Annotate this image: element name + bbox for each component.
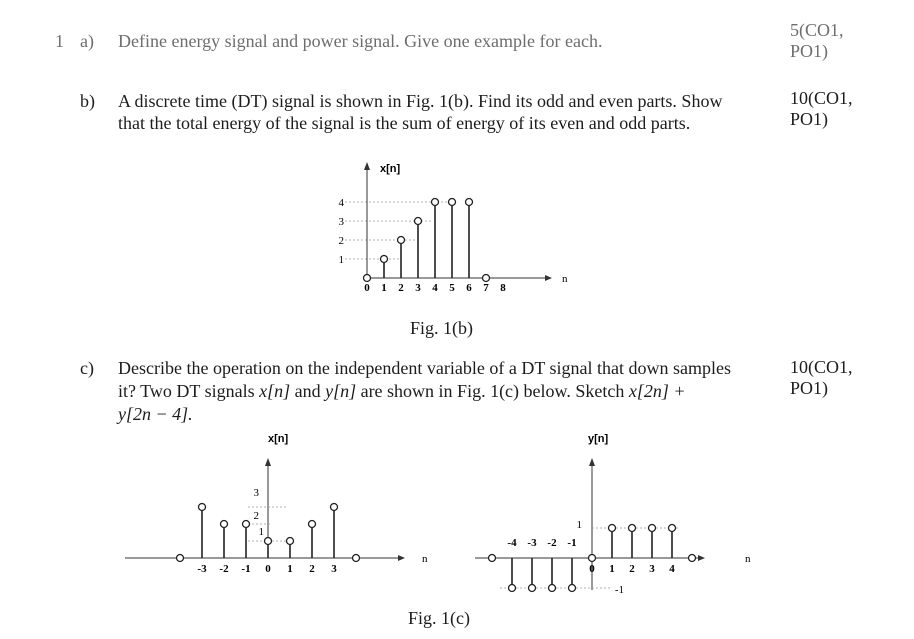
fig1c-x-stem-marker	[221, 521, 228, 528]
fig1c-x-stem-marker	[243, 521, 250, 528]
fig1c-x-x-arrow	[398, 555, 405, 561]
fig1c-caption: Fig. 1(c)	[408, 608, 470, 628]
fig1c-y-stem-marker	[629, 525, 636, 532]
fig1b-stem-marker	[449, 199, 456, 206]
fig1c-y-x-tick-label: -3	[527, 537, 537, 549]
part-c-marks-line2: PO1)	[790, 378, 829, 398]
fig1c-y-x-tick-label: -2	[547, 537, 557, 549]
part-c-yn: y[n]	[325, 381, 357, 401]
fig1c-y-y-tick-label: 1	[576, 519, 582, 531]
fig1c-y-y-tick-label: -1	[614, 584, 624, 596]
fig1c-x-x-tick-label: -3	[197, 563, 207, 575]
part-c-line2	[118, 380, 686, 402]
fig1b-y-tick-label: 3	[338, 216, 344, 228]
fig1c-y-x-tick-label: 2	[629, 563, 635, 575]
fig1c-y-stem-marker	[489, 555, 496, 562]
fig1b-x-tick-label: 5	[449, 282, 455, 294]
part-c-expr1: x[2n] +	[628, 381, 686, 401]
fig1b-xlabel: n	[562, 273, 568, 285]
fig1c-x-stem-marker	[265, 538, 272, 545]
fig1c-x-x-tick-label: 3	[331, 563, 337, 575]
fig1c-x-stem-marker	[177, 555, 184, 562]
fig1c-y-plot	[470, 430, 770, 600]
part-b-line2: that the total energy of the signal is the sum of energy of its even and odd parts.	[118, 113, 691, 133]
fig1c-y-stem-marker	[549, 585, 556, 592]
fig1b-x-tick-label: 0	[364, 282, 370, 294]
part-b-marks	[790, 88, 853, 130]
fig1b-x-tick-label: 2	[398, 282, 404, 294]
part-c-line1: Describe the operation on the independent variable of a DT signal that down samples	[118, 358, 731, 378]
part-c-line2-mid: are shown in Fig. 1(c) below. Sketch	[356, 381, 629, 401]
part-b-marks-line2: PO1)	[790, 109, 829, 129]
fig1c-y-title: y[n]	[588, 433, 609, 445]
fig1c-x-x-tick-label: -1	[241, 563, 251, 575]
fig1c-x-x-tick-label: -2	[219, 563, 229, 575]
fig1c-x-x-tick-label: 0	[265, 563, 271, 575]
part-b-marks-line1: 10(CO1,	[790, 88, 853, 108]
fig1c-y-y-arrow	[589, 458, 595, 466]
fig1c-x-y-tick-label: 2	[253, 510, 259, 522]
fig1c-x-title: x[n]	[268, 433, 289, 445]
fig1b-x-tick-label: 8	[500, 282, 506, 294]
fig1c-x-stem-marker	[199, 504, 206, 511]
fig1c-y-stem-marker	[509, 585, 516, 592]
fig1b-stem-marker	[415, 218, 422, 225]
part-c-line2-pre: it? Two DT signals	[118, 381, 260, 401]
fig1b-stem-marker	[466, 199, 473, 206]
fig1b-x-tick-label: 7	[483, 282, 489, 294]
fig1c-y-x-tick-label: -1	[567, 537, 577, 549]
fig1b-y-arrow	[364, 162, 370, 170]
part-c-and: and	[290, 381, 326, 401]
fig1c-x-y-tick-label: 3	[253, 487, 259, 499]
fig1c-y-stem-marker	[569, 585, 576, 592]
fig1c-x-stem-marker	[353, 555, 360, 562]
fig1c-y-stem-marker	[669, 525, 676, 532]
part-b-line1: A discrete time (DT) signal is shown in Fig. 1(b). Find its odd and even parts. Show	[118, 91, 723, 111]
fig1c-x-plot	[120, 430, 450, 590]
fig1c-y-stem-marker	[529, 585, 536, 592]
fig1c-y-x-tick-label: 1	[609, 563, 615, 575]
part-a-label: a)	[80, 31, 94, 51]
question-number: 1	[55, 31, 64, 51]
fig1b-stem-marker	[381, 256, 388, 263]
fig1b-caption: Fig. 1(b)	[410, 318, 473, 338]
fig1b-y-tick-label: 1	[338, 254, 344, 266]
fig1b-x-tick-label: 1	[381, 282, 387, 294]
fig1b-stem-marker	[483, 275, 490, 282]
part-c-line3: y[2n − 4].	[118, 404, 193, 424]
fig1c-y-stem-marker	[649, 525, 656, 532]
part-b-label: b)	[80, 91, 95, 111]
part-a-marks-line2: PO1)	[790, 41, 829, 61]
fig1c-y-x-tick-label: 3	[649, 563, 655, 575]
fig1c-y-stem-marker	[689, 555, 696, 562]
part-c-label: c)	[80, 358, 94, 378]
fig1c-x-stem-marker	[309, 521, 316, 528]
part-a-marks-line1: 5(CO1,	[790, 20, 844, 40]
fig1c-x-x-tick-label: 1	[287, 563, 293, 575]
fig1c-x-stem-marker	[287, 538, 294, 545]
fig1b-stem-marker	[398, 237, 405, 244]
fig1b-x-tick-label: 6	[466, 282, 472, 294]
fig1b-y-tick-label: 2	[338, 235, 344, 247]
fig1c-x-y-tick-label: 1	[258, 526, 264, 538]
fig1b-x-tick-label: 4	[432, 282, 438, 294]
fig1b-stem-marker	[364, 275, 371, 282]
fig1b-y-tick-label: 4	[338, 197, 344, 209]
fig1c-y-stem-marker	[609, 525, 616, 532]
fig1c-y-stem-marker	[589, 555, 596, 562]
fig1c-y-xlabel: n	[745, 553, 751, 565]
fig1b-x-arrow	[545, 275, 552, 281]
fig1b-stem-marker	[432, 199, 439, 206]
fig1c-x-xlabel: n	[422, 553, 428, 565]
fig1c-y-x-arrow	[698, 555, 705, 561]
fig1b-plot	[300, 150, 600, 300]
fig1b-x-tick-label: 3	[415, 282, 421, 294]
fig1c-x-stem-marker	[331, 504, 338, 511]
fig1c-x-y-arrow	[265, 458, 271, 466]
part-c-marks-line1: 10(CO1,	[790, 357, 853, 377]
fig1b-title: x[n]	[380, 163, 401, 175]
part-a-text: Define energy signal and power signal. Give one example for each.	[118, 31, 603, 51]
fig1c-y-x-tick-label: -4	[507, 537, 517, 549]
fig1c-y-x-tick-label: 0	[589, 563, 595, 575]
part-c-marks	[790, 357, 853, 399]
part-c-xn: x[n]	[259, 381, 291, 401]
part-a-marks	[790, 20, 844, 62]
fig1c-y-x-tick-label: 4	[669, 563, 675, 575]
fig1c-x-x-tick-label: 2	[309, 563, 315, 575]
